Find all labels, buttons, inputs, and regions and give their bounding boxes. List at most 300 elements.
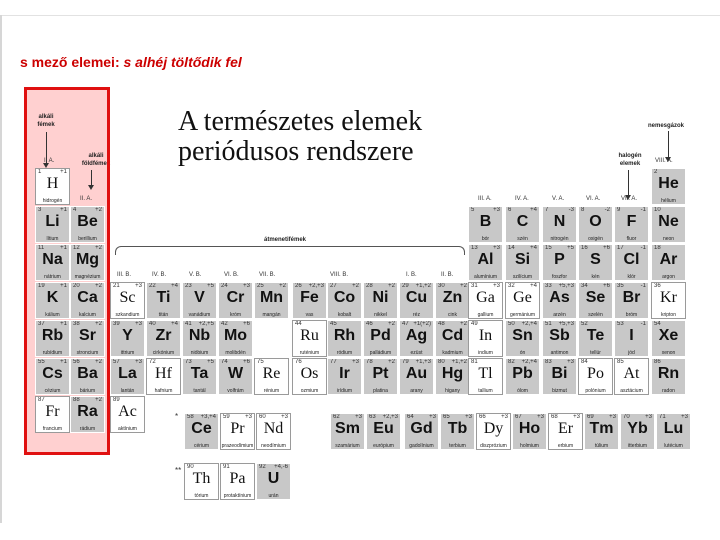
element-cell-Pt <box>363 358 398 395</box>
element-name: tantál <box>193 388 206 394</box>
alkali-metals-label: alkáli fémek <box>37 114 55 128</box>
element-name: rubídium <box>42 350 63 356</box>
element-valence: +3 <box>352 359 359 365</box>
element-cell-U <box>256 463 291 500</box>
element-name: nióbium <box>190 350 209 356</box>
element-number: 85 <box>617 359 624 365</box>
element-symbol: Zr <box>155 327 172 344</box>
element-name: jód <box>628 350 635 356</box>
element-cell-Th <box>184 463 219 500</box>
element-number: 69 <box>587 414 594 420</box>
group-label-IA: I. A. <box>44 158 55 164</box>
s-block-border <box>24 87 110 455</box>
element-symbol: Gd <box>410 420 433 437</box>
element-symbol: F <box>626 213 637 230</box>
element-number: 58 <box>187 414 194 420</box>
element-symbol: Pr <box>230 420 245 437</box>
element-number: 48 <box>438 321 445 327</box>
element-symbol: Cd <box>441 327 464 344</box>
alkaline-earth-label: alkáli földfémek <box>81 153 111 167</box>
element-cell-Se <box>578 282 613 319</box>
element-name: gadolínium <box>409 443 434 449</box>
element-cell-Hf <box>146 358 181 395</box>
element-valence: +5 <box>207 359 214 365</box>
element-name: prazeodímium <box>221 443 254 449</box>
element-number: 28 <box>366 283 373 289</box>
element-symbol: H <box>46 175 59 192</box>
element-number: 2 <box>654 169 658 175</box>
element-number: 9 <box>617 207 621 213</box>
periodic-table-title <box>178 107 422 167</box>
element-symbol: Au <box>405 365 428 382</box>
element-number: 49 <box>471 321 478 327</box>
element-number: 87 <box>38 397 45 403</box>
element-symbol: K <box>46 289 59 306</box>
element-valence: +1 <box>60 245 67 251</box>
element-number: 41 <box>185 321 192 327</box>
element-cell-F <box>614 206 649 243</box>
element-symbol: Hg <box>441 365 464 382</box>
element-number: 92 <box>259 464 266 470</box>
element-name: vas <box>305 312 314 318</box>
element-number: 79 <box>402 359 409 365</box>
element-cell-C <box>505 206 540 243</box>
element-name: itterbium <box>627 443 648 449</box>
element-symbol: Re <box>262 365 281 382</box>
element-valence: +3 <box>493 245 500 251</box>
lanthanide-marker: * <box>175 412 179 421</box>
element-symbol: Ni <box>372 289 389 306</box>
element-symbol: Nd <box>263 420 284 437</box>
element-cell-Yb <box>620 413 655 450</box>
element-name: ruténium <box>299 350 320 356</box>
element-name: cérium <box>193 443 209 449</box>
element-number: 11 <box>38 245 45 251</box>
element-cell-N <box>542 206 577 243</box>
element-number: 81 <box>471 359 478 365</box>
element-symbol: Ta <box>190 365 209 382</box>
element-valence: +4 <box>530 245 537 251</box>
element-number: 56 <box>73 359 80 365</box>
element-valence: +3 <box>537 414 544 420</box>
title-line-2: periódusos rendszere <box>178 136 414 167</box>
element-name: neon <box>662 236 675 242</box>
element-valence: +4 <box>530 207 537 213</box>
element-name: tórium <box>194 493 209 499</box>
element-name: hafnium <box>154 388 173 394</box>
element-number: 91 <box>223 464 230 470</box>
element-symbol: Dy <box>483 420 504 437</box>
element-symbol: Mg <box>75 251 100 268</box>
element-name: klór <box>627 274 636 280</box>
element-symbol: Ne <box>658 213 679 230</box>
element-symbol: V <box>194 289 205 306</box>
element-symbol: Th <box>192 470 211 487</box>
element-name: nátrium <box>44 274 61 280</box>
element-cell-Ag <box>399 320 434 357</box>
element-symbol: Pb <box>512 365 533 382</box>
element-valence: +2 <box>95 359 102 365</box>
element-valence: +2 <box>95 207 102 213</box>
element-number: 3 <box>38 207 42 213</box>
group-label-IVA: IV. A. <box>515 196 529 202</box>
element-valence: +2 <box>352 283 359 289</box>
element-valence: +6 <box>603 245 610 251</box>
element-number: 42 <box>221 321 228 327</box>
element-valence: -1 <box>640 207 646 213</box>
element-symbol: P <box>554 251 565 268</box>
element-number: 50 <box>508 321 515 327</box>
element-valence: +2 <box>388 321 395 327</box>
element-cell-Cd <box>435 320 470 357</box>
element-symbol: Ti <box>156 289 171 306</box>
element-valence: +3 <box>135 359 142 365</box>
element-symbol: Ga <box>476 289 495 306</box>
element-number: 29 <box>402 283 409 289</box>
element-number: 6 <box>508 207 512 213</box>
element-number: 54 <box>654 321 661 327</box>
element-valence: +1 <box>60 169 67 175</box>
element-number: 53 <box>617 321 624 327</box>
element-cell-Kr <box>651 282 686 319</box>
element-name: tellúr <box>590 350 601 356</box>
element-valence: +3 <box>573 414 580 420</box>
element-valence: +2,+3 <box>382 414 398 420</box>
element-symbol: Xe <box>658 327 679 344</box>
element-symbol: Cu <box>405 289 428 306</box>
element-cell-Tb <box>440 413 475 450</box>
element-valence: +4 <box>171 283 178 289</box>
element-number: 51 <box>545 321 552 327</box>
element-cell-Si <box>505 244 540 281</box>
element-name: szelén <box>588 312 603 318</box>
element-symbol: Br <box>622 289 641 306</box>
element-valence: +4,-6 <box>274 464 288 470</box>
element-number: 39 <box>113 321 120 327</box>
element-name: bizmut <box>552 388 567 394</box>
element-valence: +2 <box>95 245 102 251</box>
element-number: 18 <box>654 245 661 251</box>
element-name: szkandium <box>115 312 140 318</box>
element-valence: +3 <box>609 414 616 420</box>
element-name: rénium <box>263 388 280 394</box>
element-cell-I <box>614 320 649 357</box>
element-number: 44 <box>295 321 302 327</box>
element-number: 70 <box>623 414 630 420</box>
element-number: 13 <box>471 245 478 251</box>
element-symbol: Li <box>45 213 60 230</box>
element-symbol: Al <box>477 251 494 268</box>
element-number: 38 <box>73 321 80 327</box>
element-name: tallium <box>478 388 493 394</box>
element-name: berillium <box>78 236 97 242</box>
element-cell-Sc <box>110 282 145 319</box>
element-cell-Po <box>578 358 613 395</box>
element-symbol: Fr <box>45 403 60 420</box>
element-valence: +2,+4 <box>521 321 537 327</box>
halogens-label: halogén elemek <box>618 153 642 167</box>
slide-top-border <box>0 15 720 16</box>
element-symbol: Rb <box>41 327 64 344</box>
element-name: higany <box>445 388 460 394</box>
element-cell-Pb <box>505 358 540 395</box>
element-name: stroncium <box>76 350 99 356</box>
element-valence: +5,+3 <box>558 283 574 289</box>
element-cell-Pr <box>220 413 255 450</box>
element-name: erbium <box>557 443 574 449</box>
element-symbol: He <box>658 175 679 192</box>
element-number: 75 <box>257 359 264 365</box>
element-name: indium <box>478 350 493 356</box>
element-name: kripton <box>660 312 676 318</box>
element-valence: +2 <box>279 283 286 289</box>
group-label-VIIIA: VIII. A. <box>655 158 673 164</box>
element-name: urán <box>268 493 279 499</box>
element-symbol: Os <box>300 365 319 382</box>
element-symbol: In <box>478 327 493 344</box>
element-symbol: Ac <box>118 403 137 420</box>
element-name: alumínium <box>473 274 498 280</box>
element-symbol: Kr <box>660 289 677 306</box>
element-name: foszfor <box>551 274 567 280</box>
element-valence: +1 <box>60 321 67 327</box>
element-cell-He <box>651 168 686 205</box>
element-symbol: Ra <box>77 403 98 420</box>
element-valence: +6 <box>603 283 610 289</box>
element-valence: +5,+3 <box>558 321 574 327</box>
element-number: 19 <box>38 283 45 289</box>
element-valence: +3 <box>645 414 652 420</box>
element-cell-Tm <box>584 413 619 450</box>
element-name: szén <box>517 236 528 242</box>
element-symbol: Ca <box>77 289 98 306</box>
element-cell-O <box>578 206 613 243</box>
element-symbol: Nb <box>188 327 211 344</box>
element-number: 21 <box>113 283 120 289</box>
element-symbol: Ce <box>191 420 212 437</box>
element-number: 64 <box>407 414 414 420</box>
element-name: terbium <box>449 443 466 449</box>
element-symbol: Po <box>587 365 604 382</box>
element-number: 72 <box>149 359 156 365</box>
element-name: lantán <box>120 388 135 394</box>
element-cell-Ru <box>292 320 327 357</box>
element-valence: +2 <box>388 359 395 365</box>
element-name: bór <box>481 236 490 242</box>
element-cell-Ga <box>468 282 503 319</box>
element-name: platina <box>373 388 388 394</box>
element-number: 33 <box>545 283 552 289</box>
element-cell-La <box>110 358 145 395</box>
element-valence: +3 <box>465 414 472 420</box>
element-symbol: Ge <box>513 289 532 306</box>
element-name: európium <box>373 443 394 449</box>
element-valence: +3 <box>355 414 362 420</box>
element-number: 68 <box>551 414 558 420</box>
element-valence: +5 <box>567 245 574 251</box>
element-symbol: O <box>589 213 602 230</box>
element-name: ezüst <box>410 350 423 356</box>
element-name: holmium <box>520 443 539 449</box>
element-cell-Ta <box>182 358 217 395</box>
element-cell-P <box>542 244 577 281</box>
element-valence: +3 <box>493 207 500 213</box>
element-symbol: Pd <box>370 327 391 344</box>
element-valence: +3 <box>135 283 142 289</box>
element-cell-Co <box>327 282 362 319</box>
element-cell-Xe <box>651 320 686 357</box>
heading-italic: s alhéj töltődik fel <box>123 54 242 70</box>
element-cell-Gd <box>404 413 439 450</box>
element-name: ródium <box>336 350 353 356</box>
element-valence: +3 <box>243 283 250 289</box>
transition-metals-label: átmenetifémek <box>263 237 307 243</box>
element-number: 14 <box>508 245 515 251</box>
element-name: francium <box>42 426 63 432</box>
element-number: 1 <box>38 169 42 175</box>
element-valence: -1 <box>640 245 646 251</box>
element-number: 65 <box>443 414 450 420</box>
element-cell-Zn <box>435 282 470 319</box>
element-symbol: W <box>227 365 244 382</box>
element-symbol: Tl <box>478 365 493 382</box>
element-valence: +2 <box>388 283 395 289</box>
element-number: 24 <box>221 283 228 289</box>
element-cell-Mn <box>254 282 289 319</box>
element-valence: +3 <box>245 414 252 420</box>
element-number: 52 <box>581 321 588 327</box>
element-valence: -2 <box>604 207 610 213</box>
element-valence: +3 <box>567 359 574 365</box>
element-name: arzén <box>553 312 566 318</box>
element-symbol: Lu <box>663 420 684 437</box>
element-number: 90 <box>187 464 194 470</box>
element-number: 47 <box>402 321 409 327</box>
element-name: szilícium <box>512 274 533 280</box>
element-valence: +1,+2 <box>451 359 467 365</box>
element-symbol: Sr <box>79 327 96 344</box>
element-symbol: Se <box>585 289 606 306</box>
element-cell-At <box>614 358 649 395</box>
element-number: 80 <box>438 359 445 365</box>
element-valence: +1 <box>60 359 67 365</box>
element-symbol: As <box>549 289 570 306</box>
element-name: lutécium <box>664 443 683 449</box>
element-cell-Y <box>110 320 145 357</box>
element-cell-Sn <box>505 320 540 357</box>
element-symbol: Ar <box>659 251 678 268</box>
heading-prefix: s mező elemei: <box>20 54 124 70</box>
element-cell-Ar <box>651 244 686 281</box>
element-name: mangán <box>262 312 281 318</box>
group-label-VA: V. A. <box>552 196 565 202</box>
element-name: kén <box>591 274 600 280</box>
group-label-IVB: IV. B. <box>152 272 167 278</box>
element-cell-Sm <box>330 413 365 450</box>
element-number: 77 <box>330 359 337 365</box>
element-number: 4 <box>73 207 77 213</box>
element-cell-Tl <box>468 358 503 395</box>
element-number: 83 <box>545 359 552 365</box>
element-number: 31 <box>471 283 478 289</box>
element-number: 73 <box>185 359 192 365</box>
element-valence: +2 <box>460 321 467 327</box>
element-symbol: Rh <box>333 327 356 344</box>
element-cell-Cu <box>399 282 434 319</box>
element-number: 26 <box>295 283 302 289</box>
element-valence: +3 <box>135 321 142 327</box>
element-symbol: Na <box>42 251 63 268</box>
noble-gases-label: nemesgázok <box>647 123 684 129</box>
element-name: króm <box>229 312 242 318</box>
element-cell-Bi <box>542 358 577 395</box>
element-name: palládium <box>369 350 392 356</box>
element-name: polónium <box>585 388 606 394</box>
element-number: 36 <box>654 283 661 289</box>
element-name: túlium <box>594 443 609 449</box>
element-name: diszprózium <box>480 443 507 449</box>
element-number: 15 <box>545 245 552 251</box>
element-valence: +2 <box>95 321 102 327</box>
element-cell-Rh <box>327 320 362 357</box>
element-valence: +1 <box>60 283 67 289</box>
element-valence: +1,+2 <box>415 283 431 289</box>
element-number: 62 <box>333 414 340 420</box>
element-valence: +2,+4 <box>521 359 537 365</box>
element-cell-Zr <box>146 320 181 357</box>
element-number: 71 <box>659 414 666 420</box>
element-cell-As <box>542 282 577 319</box>
element-cell-Ge <box>505 282 540 319</box>
group-label-VIIB: VII. B. <box>259 272 276 278</box>
element-symbol: Eu <box>373 420 394 437</box>
element-symbol: Sb <box>549 327 570 344</box>
element-symbol: N <box>553 213 566 230</box>
element-name: magnézium <box>74 274 101 280</box>
element-cell-Cl <box>614 244 649 281</box>
element-cell-Cr <box>218 282 253 319</box>
element-cell-B <box>468 206 503 243</box>
element-number: 59 <box>223 414 230 420</box>
group-label-VIIA: VII. A. <box>621 196 638 202</box>
title-line-1: A természetes elemek <box>178 106 423 137</box>
element-symbol: U <box>267 470 280 487</box>
element-valence: +5 <box>207 283 214 289</box>
element-number: 88 <box>73 397 80 403</box>
element-valence: +4 <box>171 321 178 327</box>
element-name: nitrogén <box>550 236 569 242</box>
element-valence: -1 <box>640 321 646 327</box>
element-valence: +6 <box>243 359 250 365</box>
element-symbol: Rn <box>657 365 680 382</box>
element-symbol: Mo <box>223 327 248 344</box>
element-cell-Au <box>399 358 434 395</box>
element-symbol: Co <box>333 289 356 306</box>
element-number: 46 <box>366 321 373 327</box>
element-symbol: At <box>623 365 640 382</box>
element-symbol: Ir <box>339 365 350 382</box>
element-valence: -3 <box>568 207 574 213</box>
element-name: cézium <box>44 388 61 394</box>
slide-left-border <box>0 15 2 523</box>
element-number: 22 <box>149 283 156 289</box>
element-name: ozmium <box>300 388 319 394</box>
element-symbol: Sm <box>335 420 360 437</box>
element-cell-Eu <box>366 413 401 450</box>
element-name: rádium <box>79 426 96 432</box>
element-number: 8 <box>581 207 585 213</box>
group-label-VIA: VI. A. <box>586 196 601 202</box>
